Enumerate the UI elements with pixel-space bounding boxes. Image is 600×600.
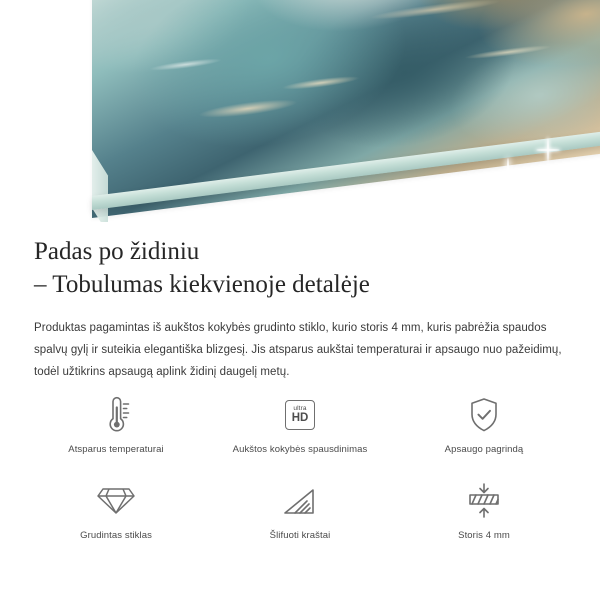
feature-protects-surface <box>392 392 576 470</box>
page-title <box>0 222 600 301</box>
ultra-hd-icon <box>285 392 315 438</box>
shield-check-icon <box>466 392 502 438</box>
headline-line-2: – Tobulumas kiekvienoje detalėje <box>34 270 370 298</box>
feature-temperature-resistant <box>24 392 208 470</box>
feature-label: Aukštos kokybės spausdinimas <box>232 444 368 455</box>
diamond-icon <box>96 478 136 524</box>
thickness-arrows-icon <box>465 478 503 524</box>
feature-grid <box>0 392 600 556</box>
product-description: Produktas pagamintas iš aukštos kokybės grudinto stiklo, kurio storis 4 mm, kuris pabrėžia spaudos spalvų gylį ir suteikia elegantiška blizgesį. Jis atsparus aukštai temperaturai ir apsaugo nuo pažeidimų, todėl užtikrins apsaugą aplink židinį daugelį metų. <box>34 322 562 379</box>
ultra-hd-badge-bottom: HD <box>291 412 309 424</box>
feature-label: Grudintas stiklas <box>80 530 152 541</box>
thermometer-icon <box>99 392 133 438</box>
feature-label: Storis 4 mm <box>458 530 510 541</box>
feature-label: Atsparus temperaturai <box>68 444 164 455</box>
hero-image <box>0 0 600 222</box>
description-section <box>0 222 600 383</box>
headline-line-1: Padas po židiniu <box>34 238 200 265</box>
feature-high-quality-print <box>208 392 392 470</box>
feature-label: Šlifuoti kraštai <box>269 530 331 541</box>
feature-label: Apsaugo pagrindą <box>444 444 524 455</box>
polished-edge-icon <box>281 478 319 524</box>
ultra-hd-badge-top: ultra <box>293 404 307 412</box>
feature-thickness <box>392 478 576 556</box>
feature-polished-edges <box>208 478 392 556</box>
feature-tempered-glass <box>24 478 208 556</box>
